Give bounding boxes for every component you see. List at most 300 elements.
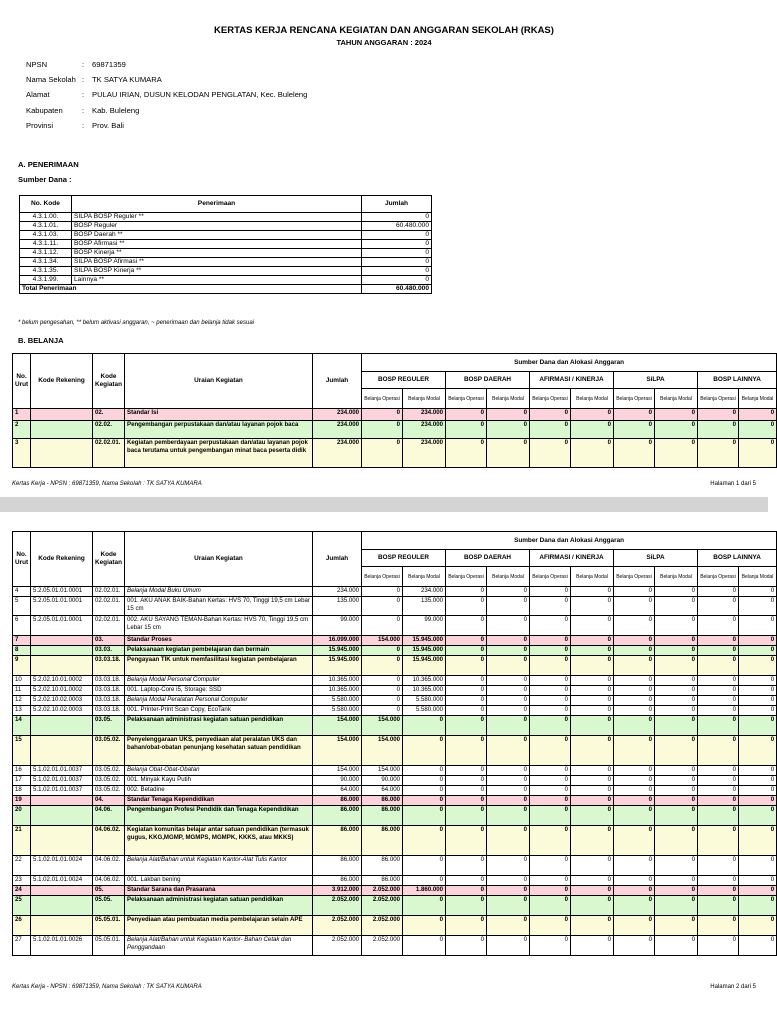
spend-no: 9 xyxy=(13,656,31,676)
spend-alloc-value: 0 xyxy=(698,736,739,766)
spend-alloc-value: 0 xyxy=(530,439,571,468)
spend-alloc-value: 0 xyxy=(530,616,571,636)
spend-subheader-modal: Belanja Modal xyxy=(655,389,698,409)
spend-alloc-value: 0 xyxy=(614,766,655,776)
spend-alloc-value: 0 xyxy=(571,716,614,736)
spend-alloc-value: 0 xyxy=(403,916,446,936)
spend-uraian: Belanja Modal Personal Computer xyxy=(125,676,313,686)
spend-alloc-value: 0 xyxy=(739,936,777,956)
receipt-amount: 60.480.000 xyxy=(362,222,432,231)
spend-jumlah: 135.000 xyxy=(313,597,362,616)
spend-jumlah: 86.000 xyxy=(313,856,362,876)
identity-label: Provinsi xyxy=(26,120,54,130)
spend-alloc-value: 0 xyxy=(655,597,698,616)
spend-uraian: 001. AKU ANAK BAIK-Bahan Kertas: HVS 70, Tinggi 19,5 cm Lebar 15 cm xyxy=(125,597,313,616)
spend-alloc-value: 5.580.000 xyxy=(403,706,446,716)
spend-header-sumber-dana: Sumber Dana dan Alokasi Anggaran xyxy=(362,532,777,550)
spend-alloc-value: 0 xyxy=(698,786,739,796)
receipt-amount: 0 xyxy=(362,258,432,267)
spend-alloc-value: 0 xyxy=(403,936,446,956)
receipts-row xyxy=(20,240,432,249)
spend-alloc-value: 0 xyxy=(655,826,698,856)
spend-alloc-value: 86.000 xyxy=(362,856,403,876)
spend-kode-kegiatan: 05.05.01. xyxy=(93,936,125,956)
spend-jumlah: 5.580.000 xyxy=(313,696,362,706)
spend-alloc-value: 0 xyxy=(530,636,571,646)
spend-alloc-value: 0 xyxy=(655,656,698,676)
spend-alloc-value: 0 xyxy=(487,587,530,597)
spend-source-header: BOSP LAINNYA xyxy=(698,372,777,389)
spend-alloc-value: 0 xyxy=(739,916,777,936)
spend-alloc-value: 0 xyxy=(571,706,614,716)
spend-alloc-value: 0 xyxy=(530,676,571,686)
spend-row xyxy=(13,876,777,886)
spend-alloc-value: 0 xyxy=(571,597,614,616)
spend-alloc-value: 0 xyxy=(530,856,571,876)
spend-alloc-value: 0 xyxy=(614,696,655,706)
document-title: KERTAS KERJA RENCANA KEGIATAN DAN ANGGARAN SEKOLAH (RKAS) xyxy=(214,25,554,36)
identity-colon: : xyxy=(82,105,85,115)
spend-alloc-value: 0 xyxy=(530,587,571,597)
spend-alloc-value: 0 xyxy=(739,409,777,421)
receipt-name: Lainnya ** xyxy=(72,276,362,285)
spend-header-row xyxy=(13,532,777,550)
spend-alloc-value: 10.365.000 xyxy=(403,686,446,696)
spend-alloc-value: 0 xyxy=(698,796,739,806)
spend-alloc-value: 0 xyxy=(487,876,530,886)
spend-no: 16 xyxy=(13,766,31,776)
spend-alloc-value: 0 xyxy=(446,616,487,636)
spend-alloc-value: 0 xyxy=(487,936,530,956)
spend-kode-rekening xyxy=(31,896,93,916)
spend-kode-rekening: 5.2.02.10.02.0003 xyxy=(31,706,93,716)
spend-alloc-value: 0 xyxy=(362,587,403,597)
page-footer-1 xyxy=(12,481,756,487)
receipts-total-row xyxy=(20,285,432,294)
spend-alloc-value: 0 xyxy=(739,776,777,786)
identity-label: NPSN xyxy=(26,60,48,70)
spend-jumlah: 64.000 xyxy=(313,786,362,796)
spend-alloc-value: 0 xyxy=(614,776,655,786)
spend-alloc-value: 0 xyxy=(403,856,446,876)
spend-alloc-value: 0 xyxy=(614,656,655,676)
spend-row xyxy=(13,587,777,597)
spend-alloc-value: 0 xyxy=(446,587,487,597)
spend-alloc-value: 0 xyxy=(655,776,698,786)
spend-kode-rekening: 5.1.02.01.01.0037 xyxy=(31,786,93,796)
spend-alloc-value: 154.000 xyxy=(362,636,403,646)
spend-alloc-value: 0 xyxy=(362,646,403,656)
spend-kode-rekening xyxy=(31,826,93,856)
spend-alloc-value: 0 xyxy=(655,409,698,421)
spend-alloc-value: 0 xyxy=(487,421,530,439)
spend-jumlah: 86.000 xyxy=(313,826,362,856)
spend-no: 5 xyxy=(13,597,31,616)
spend-alloc-value: 0 xyxy=(530,686,571,696)
spend-source-header: AFIRMASI / KINERJA xyxy=(530,372,614,389)
spend-alloc-value: 0 xyxy=(487,646,530,656)
spend-uraian: Penyelenggaraan UKS, penyediaan alat peralatan UKS dan bahan/obat-obatan penunjang kesehatan satuan pendidikan xyxy=(125,736,313,766)
spend-alloc-value: 0 xyxy=(739,686,777,696)
spend-alloc-value: 0 xyxy=(655,421,698,439)
spend-row xyxy=(13,716,777,736)
spend-alloc-value: 0 xyxy=(530,736,571,766)
spend-alloc-value: 0 xyxy=(739,736,777,766)
spend-alloc-value: 5.580.000 xyxy=(403,696,446,706)
spend-alloc-value: 86.000 xyxy=(362,826,403,856)
spend-kode-kegiatan: 05. xyxy=(93,886,125,896)
spend-alloc-value: 0 xyxy=(739,696,777,706)
identity-label: Nama Sekolah xyxy=(26,75,76,85)
spend-jumlah: 10.365.000 xyxy=(313,676,362,686)
spend-alloc-value: 0 xyxy=(530,896,571,916)
spend-uraian: 002. Betadine xyxy=(125,786,313,796)
spend-alloc-value: 0 xyxy=(571,896,614,916)
spend-alloc-value: 0 xyxy=(530,886,571,896)
receipt-amount: 0 xyxy=(362,231,432,240)
spend-alloc-value: 0 xyxy=(446,716,487,736)
spend-alloc-value: 0 xyxy=(487,896,530,916)
funding-source-label: Sumber Dana : xyxy=(18,175,72,184)
spend-kode-kegiatan: 04.06.02. xyxy=(93,876,125,886)
spend-alloc-value: 0 xyxy=(446,656,487,676)
receipt-amount: 0 xyxy=(362,267,432,276)
spend-kode-rekening: 5.2.02.10.01.0002 xyxy=(31,686,93,696)
spend-alloc-value: 0 xyxy=(487,806,530,826)
spend-row xyxy=(13,886,777,896)
spend-jumlah: 154.000 xyxy=(313,766,362,776)
spend-alloc-value: 0 xyxy=(487,656,530,676)
spend-alloc-value: 0 xyxy=(739,766,777,776)
spend-kode-kegiatan: 03.05.02. xyxy=(93,766,125,776)
spend-alloc-value: 0 xyxy=(698,856,739,876)
spend-kode-kegiatan: 04.06. xyxy=(93,806,125,826)
spend-alloc-value: 0 xyxy=(698,826,739,856)
spend-alloc-value: 0 xyxy=(571,786,614,796)
spend-alloc-value: 86.000 xyxy=(362,796,403,806)
spend-row xyxy=(13,806,777,826)
spend-uraian: Belanja Obat-Obat-Obatan xyxy=(125,766,313,776)
spend-alloc-value: 0 xyxy=(446,776,487,786)
spend-kode-rekening xyxy=(31,916,93,936)
spend-alloc-value: 0 xyxy=(487,886,530,896)
page-footer-2 xyxy=(12,984,756,990)
spend-alloc-value: 0 xyxy=(446,766,487,776)
spend-no: 26 xyxy=(13,916,31,936)
spend-no: 11 xyxy=(13,686,31,696)
spend-uraian: Kegiatan komunitas belajar antar satuan pendidikan (termasuk gugus, KKG,MGMP, MGMPS, MGMPK, KKKS, atau MKKS) xyxy=(125,826,313,856)
spend-kode-rekening xyxy=(31,646,93,656)
spend-alloc-value: 0 xyxy=(739,786,777,796)
spend-alloc-value: 0 xyxy=(487,786,530,796)
spend-alloc-value: 0 xyxy=(698,597,739,616)
spend-source-header: BOSP REGULER xyxy=(362,550,446,567)
spend-kode-kegiatan: 02.02. xyxy=(93,421,125,439)
spend-row xyxy=(13,616,777,636)
spend-header-uraian: Uraian Kegiatan xyxy=(125,354,313,409)
spend-jumlah: 86.000 xyxy=(313,796,362,806)
spend-alloc-value: 0 xyxy=(739,716,777,736)
spend-alloc-value: 0 xyxy=(655,716,698,736)
footer-page-number: Halaman 1 dari 5 xyxy=(710,481,756,487)
spend-alloc-value: 0 xyxy=(446,736,487,766)
spend-alloc-value: 2.052.000 xyxy=(362,916,403,936)
spend-alloc-value: 234.000 xyxy=(403,409,446,421)
spend-alloc-value: 0 xyxy=(655,587,698,597)
spend-alloc-value: 0 xyxy=(614,786,655,796)
spend-alloc-value: 0 xyxy=(362,706,403,716)
spend-no: 14 xyxy=(13,716,31,736)
spend-no: 7 xyxy=(13,636,31,646)
spend-row xyxy=(13,656,777,676)
spend-row xyxy=(13,696,777,706)
spend-alloc-value: 0 xyxy=(614,876,655,886)
spend-alloc-value: 2.052.000 xyxy=(362,896,403,916)
spend-alloc-value: 0 xyxy=(614,936,655,956)
spend-kode-kegiatan: 03.03. xyxy=(93,646,125,656)
spend-kode-rekening: 5.2.05.01.01.0001 xyxy=(31,597,93,616)
spend-alloc-value: 0 xyxy=(446,676,487,686)
spend-uraian: Pelaksanaan administrasi kegiatan satuan pendidikan xyxy=(125,716,313,736)
spend-no: 22 xyxy=(13,856,31,876)
spend-header-kode-rekening: Kode Rekening xyxy=(31,354,93,409)
spend-alloc-value: 0 xyxy=(571,409,614,421)
spend-alloc-value: 0 xyxy=(446,696,487,706)
spend-alloc-value: 0 xyxy=(655,876,698,886)
spend-alloc-value: 0 xyxy=(698,636,739,646)
receipts-header-amount: Jumlah xyxy=(362,196,432,213)
spend-alloc-value: 0 xyxy=(362,439,403,468)
spend-subheader-operasi: Belanja Operasi xyxy=(614,389,655,409)
spend-row xyxy=(13,736,777,766)
spend-uraian: 001. Laptop-Core i5, Storage: SSD xyxy=(125,686,313,696)
spend-alloc-value: 0 xyxy=(739,616,777,636)
spend-kode-kegiatan: 03. xyxy=(93,636,125,646)
spend-alloc-value: 0 xyxy=(446,686,487,696)
spend-alloc-value: 0 xyxy=(739,587,777,597)
spend-jumlah: 234.000 xyxy=(313,409,362,421)
spend-alloc-value: 0 xyxy=(571,916,614,936)
receipts-header-code: No. Kode xyxy=(20,196,72,213)
spend-alloc-value: 0 xyxy=(698,616,739,636)
identity-row xyxy=(26,57,307,72)
spend-alloc-value: 1.860.000 xyxy=(403,886,446,896)
spend-alloc-value: 0 xyxy=(487,736,530,766)
spend-alloc-value: 0 xyxy=(530,696,571,706)
spend-alloc-value: 2.052.000 xyxy=(362,886,403,896)
spend-header-jumlah: Jumlah xyxy=(313,532,362,587)
spend-alloc-value: 0 xyxy=(487,409,530,421)
spend-alloc-value: 0 xyxy=(487,916,530,936)
spend-row xyxy=(13,796,777,806)
receipt-name: BOSP Afirmasi ** xyxy=(72,240,362,249)
document-subtitle: TAHUN ANGGARAN : 2024 xyxy=(336,38,432,47)
spend-uraian: 001. Printer-Print Scan Copy, EcoTank xyxy=(125,706,313,716)
receipts-row xyxy=(20,276,432,285)
spend-row xyxy=(13,916,777,936)
spend-jumlah: 234.000 xyxy=(313,439,362,468)
spend-alloc-value: 0 xyxy=(446,806,487,826)
spend-alloc-value: 0 xyxy=(739,826,777,856)
receipts-header-name: Penerimaan xyxy=(72,196,362,213)
spend-header-kode-rekening: Kode Rekening xyxy=(31,532,93,587)
receipt-code: 4.3.1.35. xyxy=(20,267,72,276)
spend-alloc-value: 0 xyxy=(655,696,698,706)
spend-alloc-value: 0 xyxy=(446,826,487,856)
receipt-code: 4.3.1.01. xyxy=(20,222,72,231)
spend-subheader-modal: Belanja Modal xyxy=(571,389,614,409)
spend-alloc-value: 0 xyxy=(403,806,446,826)
spend-alloc-value: 0 xyxy=(614,409,655,421)
spend-alloc-value: 0 xyxy=(403,896,446,916)
spend-alloc-value: 0 xyxy=(614,686,655,696)
receipts-total-label: Total Penerimaan xyxy=(20,285,362,294)
spend-subheader-operasi: Belanja Operasi xyxy=(698,567,739,587)
receipt-amount: 0 xyxy=(362,276,432,285)
spend-alloc-value: 0 xyxy=(698,916,739,936)
spend-subheader-modal: Belanja Modal xyxy=(739,567,777,587)
identity-row xyxy=(26,72,307,87)
spend-kode-rekening: 5.1.02.01.01.0037 xyxy=(31,776,93,786)
spend-no: 25 xyxy=(13,896,31,916)
spend-jumlah: 16.099.000 xyxy=(313,636,362,646)
spend-alloc-value: 0 xyxy=(530,876,571,886)
spend-alloc-value: 0 xyxy=(403,766,446,776)
spend-alloc-value: 0 xyxy=(655,636,698,646)
spend-no: 15 xyxy=(13,736,31,766)
spend-alloc-value: 0 xyxy=(530,646,571,656)
spend-alloc-value: 0 xyxy=(571,856,614,876)
spend-no: 13 xyxy=(13,706,31,716)
spend-alloc-value: 0 xyxy=(362,616,403,636)
spend-alloc-value: 0 xyxy=(403,736,446,766)
spend-no: 17 xyxy=(13,776,31,786)
spend-alloc-value: 0 xyxy=(487,826,530,856)
spend-kode-kegiatan: 03.03.18. xyxy=(93,656,125,676)
spend-alloc-value: 0 xyxy=(614,646,655,656)
spend-no: 1 xyxy=(13,409,31,421)
spend-row xyxy=(13,786,777,796)
spend-alloc-value: 0 xyxy=(739,656,777,676)
spend-row xyxy=(13,766,777,776)
spend-alloc-value: 0 xyxy=(403,716,446,736)
receipt-code: 4.3.1.11. xyxy=(20,240,72,249)
spend-uraian: 001. Minyak Kayu Putih xyxy=(125,776,313,786)
spend-alloc-value: 0 xyxy=(487,796,530,806)
spend-row xyxy=(13,676,777,686)
receipts-total-amount: 60.480.000 xyxy=(362,285,432,294)
spend-alloc-value: 0 xyxy=(655,766,698,776)
page-separator xyxy=(0,497,768,512)
section-a-title: A. PENERIMAAN xyxy=(18,160,79,169)
spend-alloc-value: 0 xyxy=(655,646,698,656)
spend-alloc-value: 0 xyxy=(487,856,530,876)
spend-alloc-value: 0 xyxy=(655,806,698,826)
spend-alloc-value: 0 xyxy=(614,856,655,876)
spend-alloc-value: 0 xyxy=(403,876,446,886)
spend-subheader-modal: Belanja Modal xyxy=(487,389,530,409)
spend-alloc-value: 0 xyxy=(614,439,655,468)
spend-source-header: BOSP LAINNYA xyxy=(698,550,777,567)
spend-alloc-value: 0 xyxy=(446,796,487,806)
spend-alloc-value: 0 xyxy=(739,706,777,716)
spend-alloc-value: 0 xyxy=(530,806,571,826)
spend-no: 27 xyxy=(13,936,31,956)
spend-no: 24 xyxy=(13,886,31,896)
spend-no: 18 xyxy=(13,786,31,796)
spend-no: 23 xyxy=(13,876,31,886)
spend-subheader-modal: Belanja Modal xyxy=(487,567,530,587)
spend-alloc-value: 234.000 xyxy=(403,421,446,439)
spend-row xyxy=(13,636,777,646)
spend-no: 4 xyxy=(13,587,31,597)
spend-alloc-value: 0 xyxy=(362,686,403,696)
spend-alloc-value: 0 xyxy=(698,439,739,468)
spend-alloc-value: 0 xyxy=(614,796,655,806)
spend-alloc-value: 0 xyxy=(698,766,739,776)
spend-kode-kegiatan: 02. xyxy=(93,409,125,421)
spend-source-header: AFIRMASI / KINERJA xyxy=(530,550,614,567)
spend-alloc-value: 0 xyxy=(446,876,487,886)
spend-alloc-value: 0 xyxy=(530,776,571,786)
spend-alloc-value: 0 xyxy=(403,796,446,806)
spend-alloc-value: 0 xyxy=(446,936,487,956)
spend-jumlah: 5.580.000 xyxy=(313,706,362,716)
spend-uraian: Kegiatan pemberdayaan perpustakaan dan/atau layanan pojok baca terutama untuk pengembangan minat baca peserta didik xyxy=(125,439,313,468)
identity-row xyxy=(26,118,307,133)
spend-alloc-value: 0 xyxy=(614,676,655,686)
spend-alloc-value: 0 xyxy=(739,896,777,916)
spend-alloc-value: 0 xyxy=(739,646,777,656)
spend-alloc-value: 0 xyxy=(614,886,655,896)
spend-alloc-value: 0 xyxy=(614,616,655,636)
footer-school-info: Kertas Kerja - NPSN : 69871359, Nama Sekolah : TK SATYA KUMARA xyxy=(12,481,202,487)
spend-alloc-value: 0 xyxy=(530,409,571,421)
identity-row xyxy=(26,103,307,118)
spend-kode-rekening xyxy=(31,421,93,439)
spend-alloc-value: 0 xyxy=(655,786,698,796)
spend-alloc-value: 0 xyxy=(530,936,571,956)
identity-row xyxy=(26,87,307,102)
spend-uraian: Pelaksanaan kegiatan pembelajaran dan bermain xyxy=(125,646,313,656)
spend-alloc-value: 0 xyxy=(362,409,403,421)
spend-subheader-modal: Belanja Modal xyxy=(571,567,614,587)
spend-alloc-value: 0 xyxy=(446,786,487,796)
receipts-row xyxy=(20,258,432,267)
spend-alloc-value: 0 xyxy=(487,706,530,716)
spend-uraian: Pengayaan TIK untuk memfasilitasi kegiatan pembelajaran xyxy=(125,656,313,676)
spend-alloc-value: 0 xyxy=(571,736,614,766)
spend-uraian: Pelaksanaan administrasi kegiatan satuan pendidikan xyxy=(125,896,313,916)
identity-colon: : xyxy=(82,75,85,85)
spend-kode-kegiatan: 04.06.02. xyxy=(93,826,125,856)
spend-header-no: No. Urut xyxy=(13,532,31,587)
receipts-row xyxy=(20,231,432,240)
spend-alloc-value: 0 xyxy=(739,806,777,826)
spend-alloc-value: 0 xyxy=(530,706,571,716)
receipts-footnote: * belum pengesahan, ** belum aktivasi anggaran, ~ penerimaan dan belanja tidak sesuai xyxy=(18,320,254,326)
spend-jumlah: 234.000 xyxy=(313,587,362,597)
spend-alloc-value: 0 xyxy=(655,439,698,468)
spend-kode-rekening: 5.2.02.10.01.0002 xyxy=(31,676,93,686)
spend-subheader-operasi: Belanja Operasi xyxy=(614,567,655,587)
spend-header-no: No. Urut xyxy=(13,354,31,409)
spend-alloc-value: 0 xyxy=(614,587,655,597)
spend-row xyxy=(13,706,777,716)
spend-source-header: SiLPA xyxy=(614,550,698,567)
spend-kode-rekening xyxy=(31,796,93,806)
spend-alloc-value: 86.000 xyxy=(362,806,403,826)
